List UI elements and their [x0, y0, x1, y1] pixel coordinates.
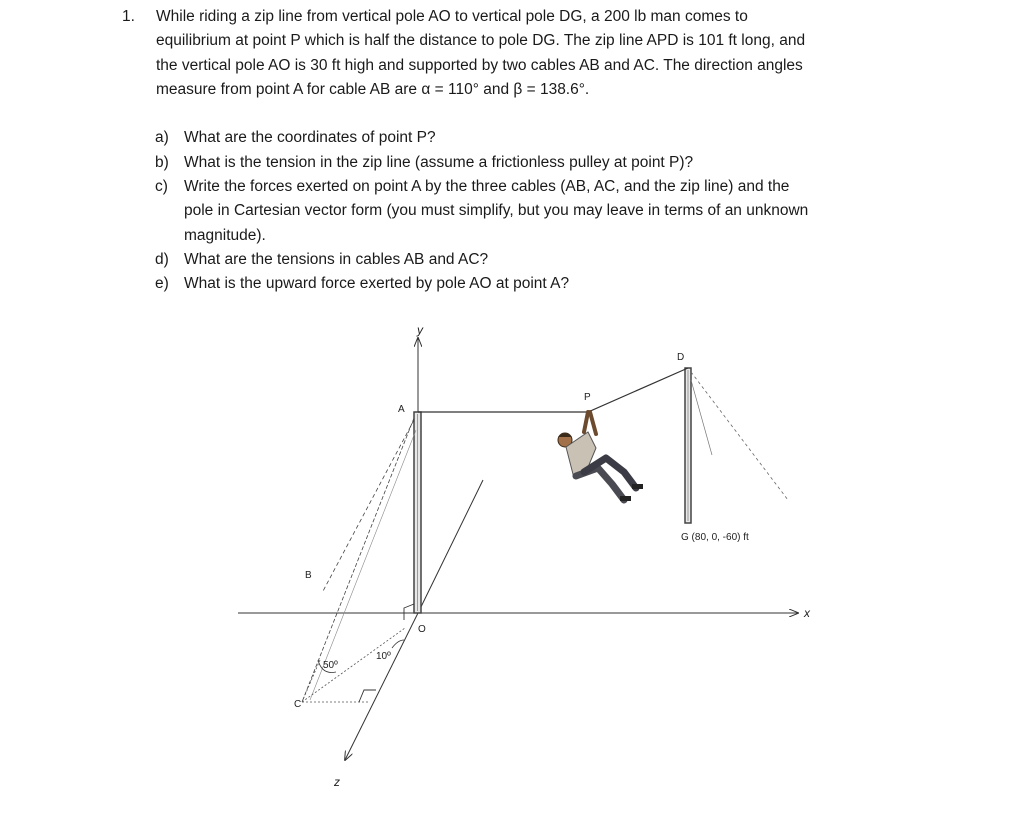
question-line: pole in Cartesian vector form (you must simplify, but you may leave in terms of an unknown — [184, 202, 809, 220]
question-text: What is the tension in the zip line (assume a frictionless pulley at point P)? — [184, 154, 694, 171]
angle-50-label: 50º — [323, 660, 338, 671]
pole-d-guy-wire — [691, 372, 788, 500]
statement-line: measure from point A for cable AB are α = 110° and β = 138.6°. — [156, 80, 590, 98]
y-axis-label: y — [417, 323, 423, 337]
right-angle-mark — [404, 604, 414, 620]
cable-ab — [322, 420, 414, 593]
question-label: b) — [155, 154, 169, 171]
question-label: c) — [155, 178, 168, 195]
question-label: e) — [155, 275, 169, 292]
problem-number: 1. — [122, 8, 135, 25]
statement-line: While riding a zip line from vertical pole AO to vertical pole DG, a 200 lb man comes to — [156, 8, 748, 25]
point-p-label: P — [584, 392, 591, 403]
cable-ac — [302, 418, 414, 702]
question-label: a) — [155, 129, 169, 146]
x-axis-label: x — [804, 606, 810, 620]
question-text: What are the tensions in cables AB and AC? — [184, 251, 489, 268]
right-angle-mark — [359, 690, 376, 702]
perspective-line — [418, 480, 483, 613]
point-o-label: O — [418, 624, 426, 635]
point-a-label: A — [398, 404, 405, 415]
point-b-label: B — [305, 570, 312, 581]
statement-line: the vertical pole AO is 30 ft high and supported by two cables AB and AC. The direction angles — [156, 56, 803, 74]
point-d-label: D — [677, 352, 685, 363]
question-line: Write the forces exerted on point A by the three cables (AB, AC, and the zip line) and the — [184, 178, 790, 195]
pole-d-guy-wire — [691, 380, 712, 455]
point-g-label: G (80, 0, -60) ft — [681, 532, 749, 543]
question-line: magnitude). — [184, 226, 266, 244]
question-label: d) — [155, 251, 169, 268]
point-c-label: C — [294, 699, 302, 710]
question-text: What is the upward force exerted by pole AO at point A? — [184, 275, 570, 292]
z-axis-label: z — [334, 775, 340, 789]
z-axis — [345, 613, 418, 760]
statement-line: equilibrium at point P which is half the distance to pole DG. The zip line APD is 101 ft long, and — [156, 32, 806, 50]
angle-10-label: 10º — [376, 651, 391, 662]
hanging-man-illustration — [558, 412, 643, 501]
question-text: What are the coordinates of point P? — [184, 129, 436, 146]
zip-line — [418, 368, 688, 412]
